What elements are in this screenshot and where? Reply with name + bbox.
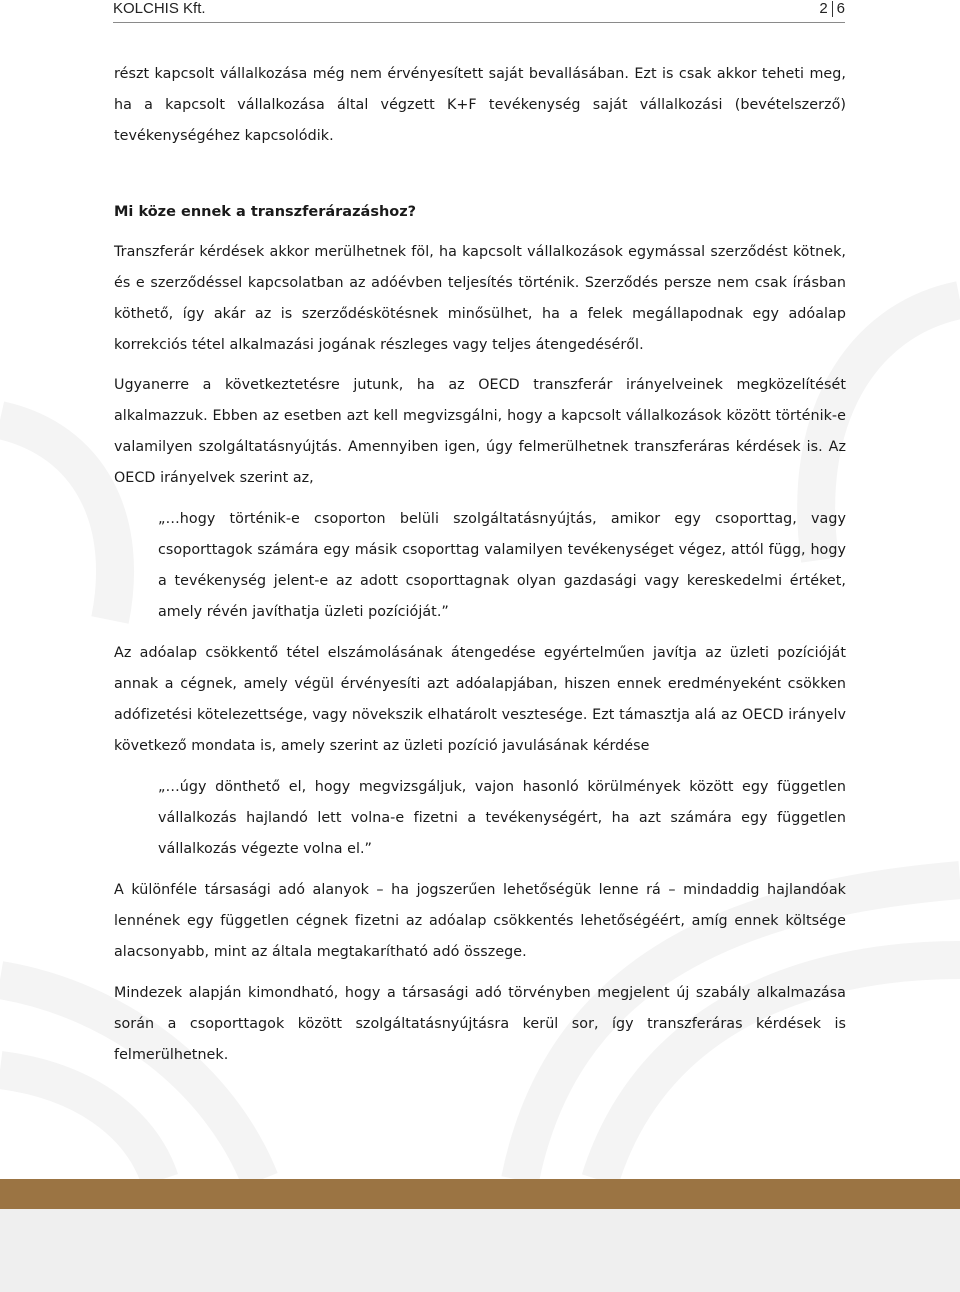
page-separator xyxy=(832,1,833,17)
page-current: 2 xyxy=(819,0,828,17)
quote-oecd-1: „…hogy történik-e csoporton belüli szolgáltatásnyújtás, amikor egy csoporttag, vagy csoporttagok számára egy másik csoporttag valamilyen tevékenységet végez, attól függ, hogy a tevékenység jelent-e az adott csoporttagnak olyan gazdasági vagy kereskedelmi értéket, amely révén javíthatja üzleti pozícióját.” xyxy=(158,511,846,620)
paragraph-transfer-pricing: Transzferár kérdések akkor merülhetnek föl, ha kapcsolt vállalkozások egymással szerződést kötnek, és e szerződéssel kapcsolatban az adóévben teljesítés történik. Szerződés persze nem csak írásban köthető, így akár az is szerződéskötésnek minősülhet, ha a felek megállapodnak egy adóalap korrekciós tétel alkalmazási jogának részleges vagy teljes átengedéséről. xyxy=(114,244,846,353)
company-name: KOLCHIS Kft. xyxy=(113,0,206,17)
paragraph-oecd: Ugyanerre a következtetésre jutunk, ha az OECD transzferár irányelveinek megközelítését alkalmazzuk. Ebben az esetben azt kell megvizsgálni, hogy a kapcsolt vállalkozások között történik-e valamilyen szolgáltatásnyújtás. Amennyiben igen, úgy felmerülhetnek transzferáras kérdések is. Az OECD irányelvek szerint az, xyxy=(114,377,846,486)
footer-area xyxy=(0,1209,960,1292)
page-header xyxy=(113,0,845,23)
page-number xyxy=(819,0,845,18)
paragraph-business-position: Az adóalap csökkentő tétel elszámolásának átengedése egyértelműen javítja az üzleti pozícióját annak a cégnek, amely végül érvényesíti azt adóalapjában, hiszen ennek eredményeként csökken adófizetési kötelezettsége, vagy növekszik elhatárolt vesztesége. Ezt támasztja alá az OECD irányelv következő mondata is, amely szerint az üzleti pozíció javulásának kérdése xyxy=(114,645,846,754)
paragraph-tax-subjects: A különféle társasági adó alanyok – ha jogszerűen lehetőségük lenne rá – mindaddig hajlandóak lennének egy független cégnek fizetni az adóalap csökkentés lehetőségéért, amíg ennek költsége alacsonyabb, mint az általa megtakarítható adó összege. xyxy=(114,882,846,960)
quote-oecd-2: „…úgy dönthető el, hogy megvizsgáljuk, vajon hasonló körülmények között egy független vállalkozás hajlandó lett volna-e fizetni a tevékenységért, ha azt számára egy független vállalkozás végezte volna el.” xyxy=(158,779,846,857)
footer-band xyxy=(0,1179,960,1209)
paragraph-intro: részt kapcsolt vállalkozása még nem érvényesített saját bevallásában. Ezt is csak akkor teheti meg, ha a kapcsolt vállalkozása által végzett K+F tevékenység saját vállalkozási (bevételszerző) tevékenységéhez kapcsolódik. xyxy=(114,66,846,144)
paragraph-conclusion: Mindezek alapján kimondható, hogy a társasági adó törvényben megjelent új szabály alkalmazása során a csoporttagok között szolgáltatásnyújtásra kerül sor, így transzferáras kérdések is felmerülhetnek. xyxy=(114,985,846,1063)
document-body xyxy=(114,59,846,1071)
page-total: 6 xyxy=(836,0,845,17)
section-heading: Mi köze ennek a transzferárazáshoz? xyxy=(114,204,417,220)
